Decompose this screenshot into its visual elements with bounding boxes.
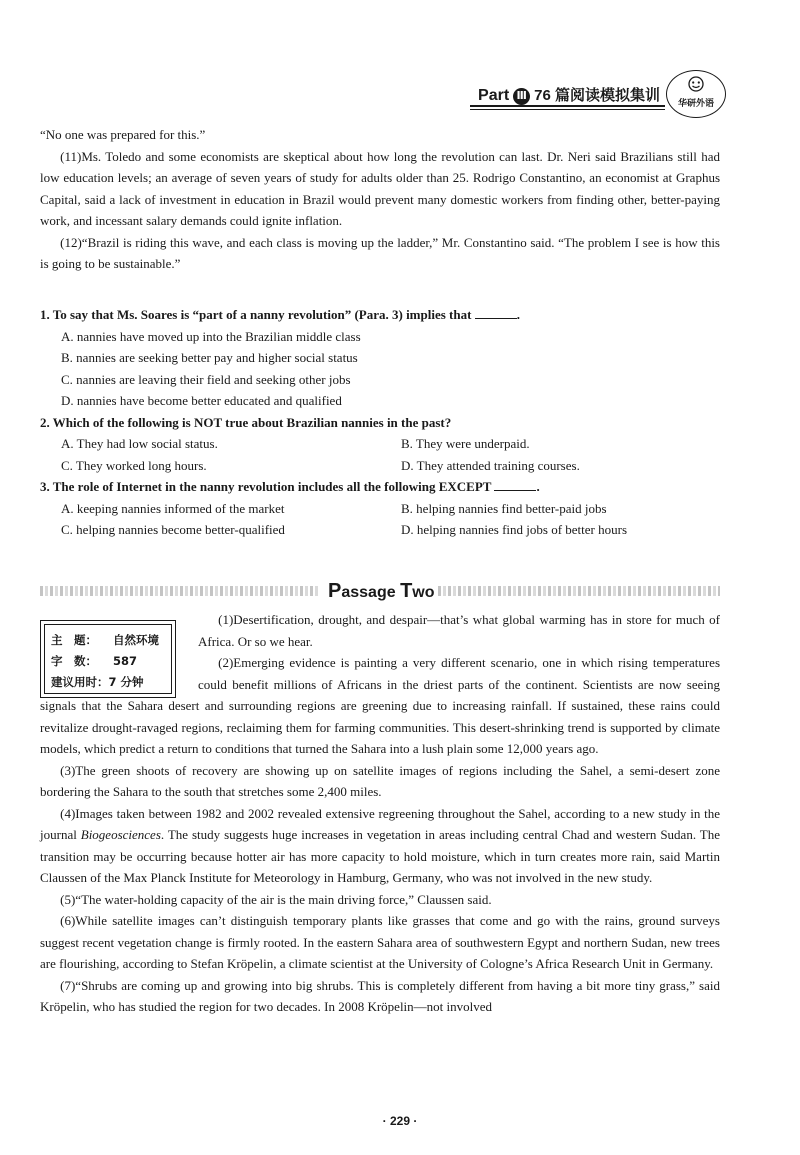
passage-two-banner [40, 580, 720, 606]
header-section-title: 76 篇阅读模拟集训 [534, 87, 660, 104]
passage-two-body [40, 609, 720, 1018]
paragraph-p2-3: (3)The green shoots of recovery are showing up on satellite images of regions including the Sahel, a semi-desert zone bordering the Sahara to the south that stretches some 2,400 miles. [40, 762, 720, 799]
paragraph-p2-4: (4)Images taken between 1982 and 2002 revealed extensive regreening throughout the Sahel, according to a new study in the journal Biogeosciences. The study suggests huge increases in vegetation in areas including central Chad and western Sudan. The transition may be occurring because hotter air has more capacity to hold moisture, which in turn creates more rain, said Martin Claussen of the Max Planck Institute for Meteorology in Hamburg, Germany, who was not involved in the new study. [40, 805, 720, 885]
question-1-option-c: C. nannies are leaving their field and seeking other jobs [61, 371, 351, 387]
questions-section [40, 304, 720, 541]
page-header [430, 70, 730, 120]
question-2-option-b: B. They were underpaid. [401, 436, 530, 451]
question-3-option-a: A. keeping nannies informed of the market [61, 500, 285, 516]
info-word-count: 字 数： 587 [51, 654, 138, 668]
answer-blank [494, 478, 536, 491]
question-3-option-b: B. helping nannies find better-paid jobs [401, 500, 607, 516]
header-rule-thin [470, 109, 665, 110]
info-box-spacer [40, 609, 198, 695]
quote-line: “No one was prepared for this.” [40, 127, 206, 142]
header-title [478, 84, 660, 105]
header-rule [470, 105, 665, 107]
banner-pattern-left [40, 586, 320, 596]
question-3-stem: 3. The role of Internet in the nanny revolution includes all the following EXCEPT . [40, 479, 540, 494]
question-2-options [40, 433, 720, 476]
paragraph-p2-1: (1)Desertification, drought, and despair—that’s what global warming has in store for much of Africa. Or so we hear. [198, 612, 720, 649]
part-number-badge: Ⅲ [513, 88, 530, 105]
question-3-options [40, 498, 720, 541]
journal-name: Biogeosciences [80, 827, 161, 842]
paragraph-p2-5: (5)“The water-holding capacity of the air is the main driving force,” Claussen said. [60, 891, 492, 907]
paragraph-11: (11)Ms. Toledo and some economists are skeptical about how long the revolution can last. Dr. Neri said Brazilians still had low education levels; an average of seven years of study for adults older than 25. Rodrigo Constantino, an economist at Graphus Capital, said a lack of investment in education in Brazil would prevent many domestic workers from finding other, better-paying work, and incessant salary demands could ignite inflation. [40, 148, 720, 228]
question-1-option-a: A. nannies have moved up into the Brazilian middle class [61, 328, 361, 344]
info-suggested-time: 建议用时：7 分钟 [51, 675, 144, 689]
banner-pattern-right [438, 586, 720, 596]
paragraph-p2-2: (2)Emerging evidence is painting a very different scenario, one in which rising temperatures could benefit millions of Africans in the driest parts of the continent. Scientists are now seeing signals that the Sahara desert and surrounding regions are greening due to increasing rainfall. If sustained, these rains could revitalize drought-ravaged regions, reclaiming them for farming communities. This desert-shrinking trend is supported by climate models, which predict a return to conditions that turned the Sahara into a lush plain some 12,000 years ago. [40, 655, 720, 756]
question-2-option-c: C. They worked long hours. [61, 457, 207, 473]
logo-face-icon [687, 76, 705, 92]
question-2-stem: 2. Which of the following is NOT true about Brazilian nannies in the past? [40, 414, 452, 430]
question-1-option-b: B. nannies are seeking better pay and higher social status [61, 350, 358, 365]
question-1-option-d: D. nannies have become better educated and qualified [61, 393, 342, 408]
question-3-option-c: C. helping nannies become better-qualified [61, 522, 285, 537]
question-1-stem: 1. To say that Ms. Soares is “part of a nanny revolution” (Para. 3) implies that . [40, 307, 520, 322]
paragraph-p2-7: (7)“Shrubs are coming up and growing into big shrubs. This is completely different from having a bit more tiny grass,” said Kröpelin, who has studied the region for two decades. In 2008 Kröpelin—not involved [40, 977, 720, 1014]
question-2-option-a: A. They had low social status. [61, 436, 218, 451]
info-topic: 主 题： 自然环境 [51, 633, 159, 647]
question-3-option-d: D. helping nannies find jobs of better hours [401, 522, 628, 537]
paragraph-12: (12)“Brazil is riding this wave, and each class is moving up the ladder,” Mr. Constantino said. “The problem I see is how this is going to be sustainable.” [40, 234, 720, 271]
question-2-option-d: D. They attended training courses. [401, 457, 580, 473]
passage-two-title: Passage Two [328, 580, 435, 602]
answer-blank [475, 306, 517, 319]
paragraph-p2-6: (6)While satellite images can’t distinguish temporary plants like grasses that come and go with the rains, ground surveys suggest recent vegetation change is firmly rooted. In the eastern Sahara area of southwestern Egypt and northern Sudan, new trees are flourishing, according to Stefan Kröpelin, a climate scientist at the University of Cologne’s Africa Research Unit in Germany. [40, 913, 720, 971]
page-number: · 229 · [382, 1114, 418, 1128]
logo-text: 华研外语 [677, 99, 714, 109]
passage-one-tail [40, 124, 720, 275]
publisher-logo [666, 70, 726, 118]
header-part-label: Part [478, 87, 510, 104]
